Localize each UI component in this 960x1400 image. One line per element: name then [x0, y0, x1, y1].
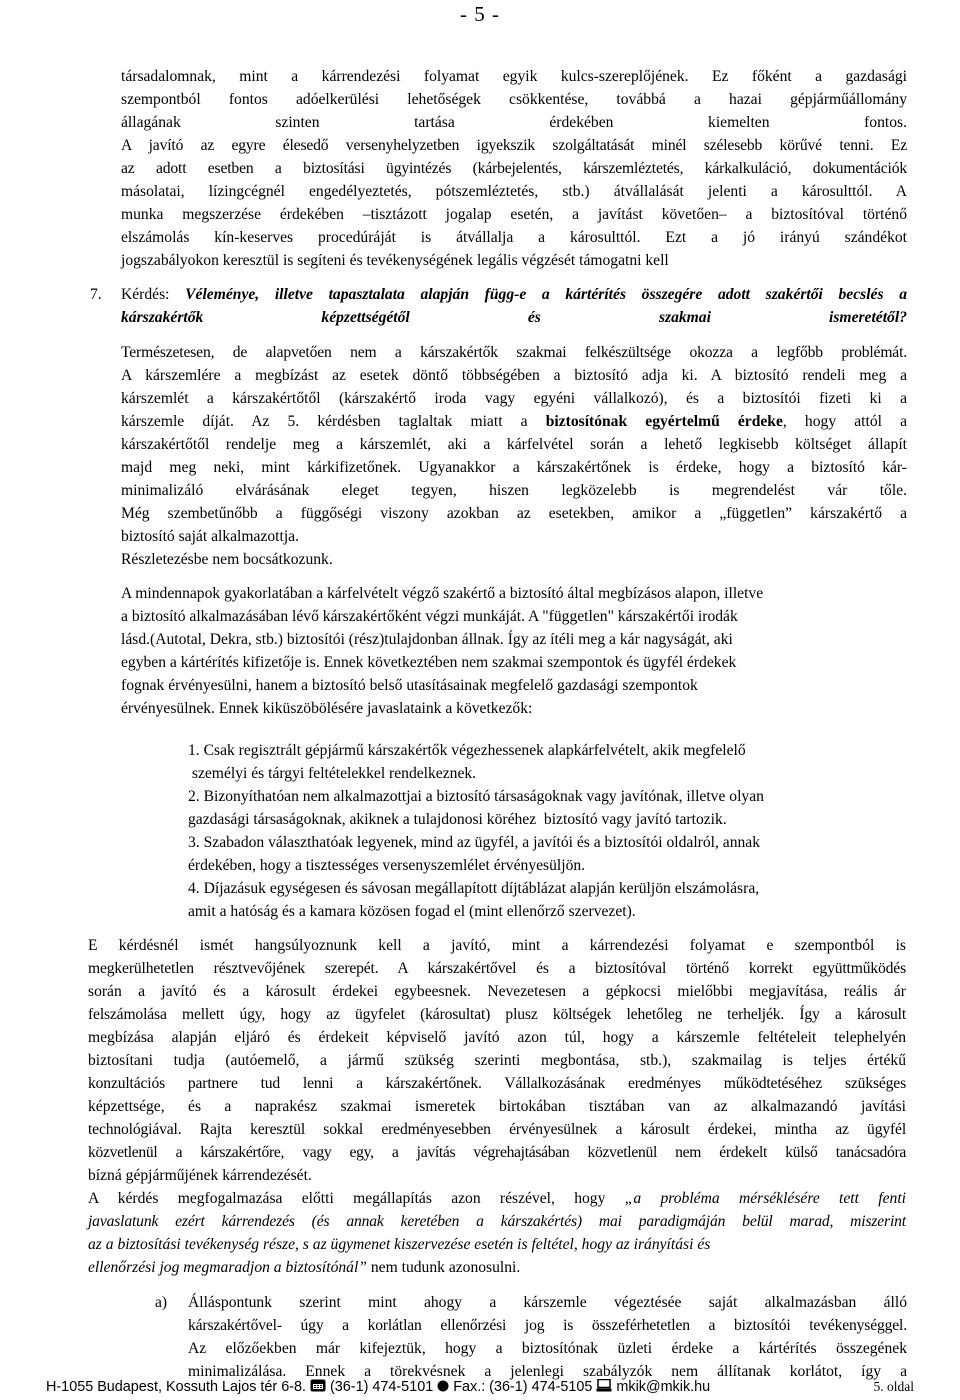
text-line: Álláspontunk szerint mint ahogy a kárszemle végeztésée saját alkalmazásban álló: [188, 1294, 907, 1311]
text-line: [88, 1187, 906, 1210]
text-line: felszámolása mellett úgy, hogy az ügyfelet (károsultat) plusz költségek lehetőleg ne terheljék. Így a károsult: [88, 1006, 906, 1023]
text-run: kárszemle díját. Az 5. kérdésben taglaltak miatt a: [121, 413, 546, 430]
emphasis-text: biztosítónak egyértelmű érdeke: [545, 413, 783, 430]
footer-email: mkik@mkik.hu: [612, 1379, 711, 1395]
list-text: Bizonyíthatóan nem alkalmazottjai a biztosító társaságoknak vagy javítónak, illetve olyan: [203, 788, 764, 805]
text-line: minimalizáló elvárásának eleget tegyen, hiszen legközelebb is megrendelést vár tőle.: [121, 482, 907, 499]
text-line: bízná gépjárműjének kárrendezését.: [88, 1167, 312, 1184]
list-number: 4.: [188, 880, 204, 897]
text-line: érvényesülnek. Ennek kiküszöbölésére javaslataink a következők:: [121, 700, 533, 717]
question-text: kárszakértők képzettségétől és szakmai ismeretétől?: [121, 309, 907, 326]
footer-page-label: 5. oldal: [873, 1379, 914, 1394]
text-line: megkerülhetetlen résztvevőjének szerepét. A kárszakértővel és a biztosítóval történő korrekt együttműködés: [88, 960, 906, 977]
text-line: [88, 1210, 906, 1233]
text-line: kárszemlét a kárszakértőtől (kárszakértő iroda vagy egyéni vállalkozó), és a biztosítói fizeti ki a: [121, 390, 907, 407]
text-line: [88, 1256, 906, 1279]
list-item: [188, 785, 908, 808]
text-line: a biztosító alkalmazásában lévő kárszakértőként végzi munkáját. A "független" kárszakértői irodák: [121, 608, 738, 625]
quoted-text: ellenőrzési jog megmaradjon a biztosítónál”: [88, 1259, 367, 1276]
text-line: konzultációs partnere tud lenni a kárszakértőnek. Vállalkozásának eredményes működtetéséhez szükséges: [88, 1075, 906, 1092]
text-line: A javító az egyre élesedő versenyhelyzetben igyekszik szolgáltatását minél szélesebb körűvé tenni. Ez: [121, 137, 907, 154]
text-line: Természetesen, de alapvetően nem a kárszakértők szakmai felkészültsége okozza a legfőbb problémát.: [121, 344, 907, 361]
text-line: biztosító saját alkalmazottja.: [121, 528, 299, 545]
list-text: Szabadon választhatóak legyenek, mind az ügyfél, a javítói és a biztosítói oldalról, annak: [203, 834, 761, 851]
page-footer: [46, 1377, 926, 1397]
list-number: 2.: [188, 788, 204, 805]
text-line: [121, 410, 907, 433]
question-prefix: Kérdés:: [121, 286, 186, 303]
text-line: során a javító és a károsult érdekei egybeesnek. Nevezetesen a gépkocsi mielőbbi megjavítása, reális ár: [88, 983, 906, 1000]
computer-icon: [596, 1378, 612, 1398]
question-line: [121, 306, 907, 329]
footer-address: H-1055 Budapest, Kossuth Lajos tér 6-8.: [46, 1379, 310, 1395]
list-number: 3.: [188, 834, 204, 851]
text-line: Részletezésbe nem bocsátkozunk.: [121, 551, 333, 568]
text-line: munka megszerzése érdekében –tisztázott jogalap esetén, a javítást követően– a biztosítóval történő: [121, 206, 907, 223]
list-item: [188, 877, 908, 900]
text-line: jogszabályokon keresztül is segíteni és tevékenységének legális végzését támogatni kell: [121, 252, 669, 269]
list-number: 1.: [188, 742, 204, 759]
text-line: lásd.(Autotal, Dekra, stb.) biztosítói (rész)tulajdonban állnak. Így az ítéli meg a kár nagyságát, aki: [121, 631, 733, 648]
text-line: E kérdésnél ismét hangsúlyoznunk kell a javító, mint a kárrendezési folyamat e szempontból is: [88, 937, 906, 954]
text-line: A mindennapok gyakorlatában a kárfelvételt végző szakértő a biztosító által megbízásos alapon, illetve: [121, 585, 764, 602]
text-line: az adott esetben a biztosítási ügyintézés (kárbejelentés, kárszemléztetés, kárkalkuláció, dokumentációk: [121, 160, 907, 177]
text-run: , hogy attól a: [782, 413, 907, 430]
phone-icon: [310, 1378, 326, 1398]
text-line: közvetlenül a kárszakértőre, vagy egy, a javítás végrehajtásában közvetlenül nem érdekelt külső tanácsadóra: [88, 1144, 906, 1161]
question-number: 7.: [90, 286, 102, 303]
text-line: [88, 1233, 906, 1256]
text-line: egyben a kártérítés kifizetője is. Ennek következtében nem szakmai szempontok és ügyfél érdekek: [121, 654, 737, 671]
text-line: kárszakértőtől rendelje meg a kárszemlét, aki a kárfelvétel során a lehető legkisebb költséget állapít: [121, 436, 907, 453]
list-item-continuation: érdekében, hogy a tisztességes versenyszemlélet érvényesüljön.: [188, 857, 586, 874]
text-line: elszámolás kín-keserves procedúráját is átvállalja a károsulttól. Ezt a jó irányú szándékot: [121, 229, 907, 246]
quoted-text: az a biztosítási tevékenység része, s az ügymenet kiszervezése esetén is feltétel, hogy az irányítási és: [88, 1236, 711, 1253]
text-line: A kárszemlére a megbízást az esetek döntő többségében a biztosító adja ki. A biztosító rendeli meg a: [121, 367, 907, 384]
text-line: Még szembetűnőbb a függőségi viszony azokban az esetekben, amikor a „független” kárszakértő a: [121, 505, 907, 522]
text-line: másolatai, lízingcégnél engedélyeztetés, pótszemléztetés, stb.) átvállalását jelenti a károsulttól. A: [121, 183, 907, 200]
text-line: biztosítani tudja (autóemelő, a jármű szükség szerinti megbontása, stb.), szakmailag is teljes értékű: [88, 1052, 906, 1069]
list-text: Csak regisztrált gépjármű kárszakértők végezhessenek alapkárfelvételt, akik megfelelő: [203, 742, 746, 759]
list-item-continuation: gazdasági társaságoknak, akiknek a tulajdonosi köréhez biztosító vagy javító tartozik.: [188, 811, 727, 828]
bullet-icon: [437, 1378, 449, 1398]
footer-phone: (36-1) 474-5101: [326, 1379, 438, 1395]
list-text: Díjazásuk egységesen és sávosan megállapított díjtáblázat alapján kerüljön elszámolásra,: [203, 880, 760, 897]
text-line: állagának szinten tartása érdekében kiemelten fontos.: [121, 114, 907, 131]
list-item: [188, 739, 908, 762]
text-line: technológiával. Rajta keresztül sokkal eredményesebben érvényesülnek a károsult érdekei, mintha az ügyfél: [88, 1121, 906, 1138]
item-marker: a): [155, 1294, 168, 1311]
page-number: - 5 -: [460, 2, 500, 26]
text-line: Az előzőekben már kifejeztük, hogy a biztosítónak üzleti érdeke a kártérítés összegének: [188, 1340, 907, 1357]
list-item-continuation: személyi és tárgyi feltételekkel rendelkeznek.: [188, 765, 477, 782]
list-item: [188, 831, 908, 854]
text-line: majd meg neki, mint kárkifizetőnek. Ugyanakkor a kárszakértőnek is érdeke, hogy a biztosító kár-: [121, 459, 907, 476]
footer-fax: Fax.: (36-1) 474-5105: [449, 1379, 597, 1395]
question-text: Véleménye, illetve tapasztalata alapján függ-e a kártérítés összegére adott szakértői becslés a: [185, 286, 907, 303]
text-line: szempontból fontos adóelkerülési lehetőségek csökkentése, továbbá a hazai gépjárműállomány: [121, 91, 907, 108]
quoted-text: javaslatunk ezért kárrendezés (és annak keretében a kárszakértés) mai paradigmáján belül marad, miszerint: [88, 1213, 906, 1230]
text-line: társadalomnak, mint a kárrendezési folyamat egyik kulcs-szereplőjének. Ez főként a gazdasági: [121, 68, 907, 85]
text-line: megbízása alapján eljáró és érdekeit képviselő javító azon túl, hogy a kárszemle feltételeit telephelyén: [88, 1029, 906, 1046]
question-line: [121, 283, 907, 306]
text-line: kárszakértővel- úgy a korlátlan ellenőrzési jog is összeférhetetlen a biztosítói tevékenységgel.: [188, 1317, 907, 1334]
text-line: képzettsége, és a naprakész szakmai ismeretek birtokában tisztában van az alkalmazandó javítási: [88, 1098, 906, 1115]
quoted-text: „a probléma mérséklésére tett fenti: [624, 1190, 906, 1207]
text-run: A kérdés megfogalmazása előtti megállapítás azon részével, hogy: [88, 1190, 625, 1207]
list-item-continuation: amit a hatóság és a kamara közösen fogad el (mint ellenőrző szervezet).: [188, 903, 636, 920]
text-run: nem tudunk azonosulni.: [366, 1259, 521, 1276]
text-line: fognak érvényesülni, hanem a biztosító belső utasításainak megfelelő gazdasági szempontok: [121, 677, 698, 694]
text-line: minimalizálása. Ennek a törekvésnek a jelenlegi szabályzók nem állítanak korlátot, így a: [188, 1363, 907, 1380]
